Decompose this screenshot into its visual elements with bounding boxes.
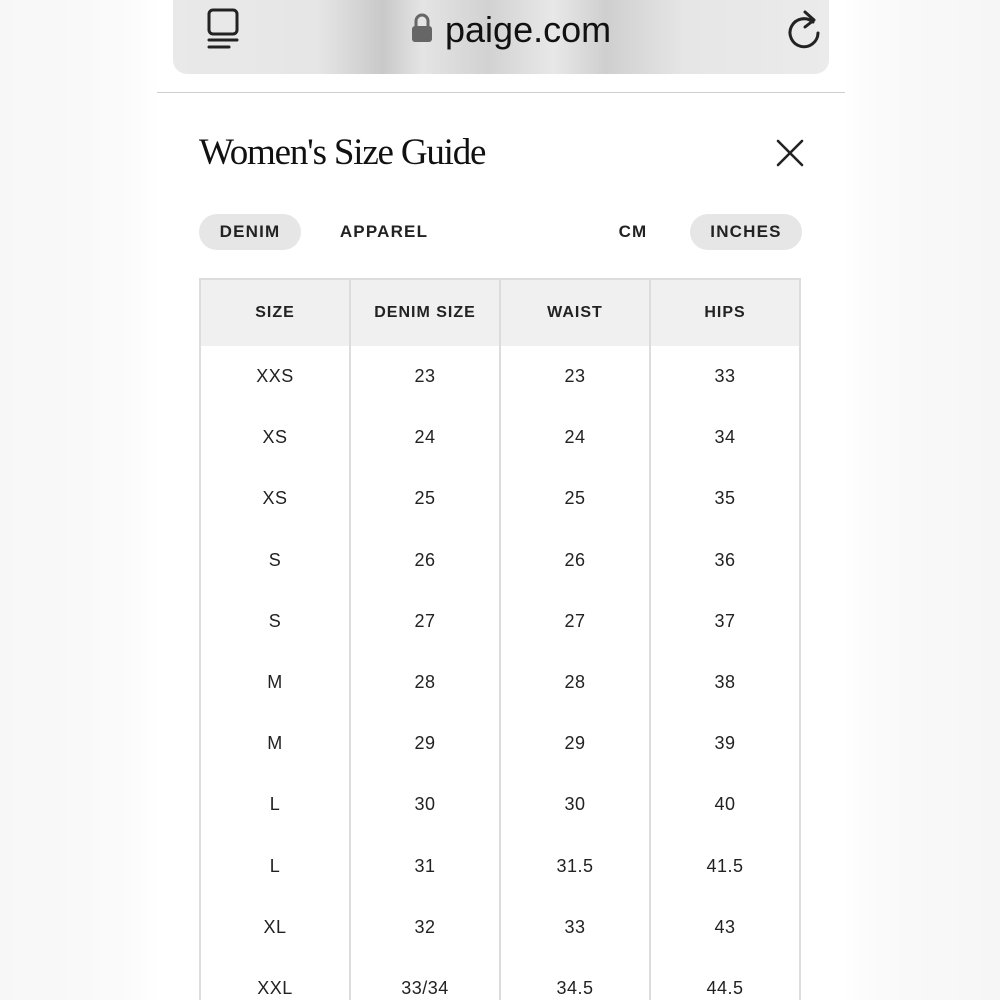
cell-denim-size: 23 — [351, 346, 501, 407]
cell-waist: 31.5 — [501, 836, 651, 897]
cell-hips: 43 — [714, 916, 736, 937]
cell-denim-size: 33/34 — [351, 958, 501, 1000]
size-table — [199, 278, 801, 1000]
cell-denim-size: 31 — [351, 836, 501, 897]
cell-waist: 25 — [501, 468, 651, 529]
table-row — [201, 836, 799, 897]
cell-waist: 23 — [501, 346, 651, 407]
unit-toggle-cm[interactable]: CM — [618, 222, 648, 241]
table-row — [201, 774, 799, 835]
table-row — [201, 713, 799, 774]
cell-hips: 35 — [714, 488, 736, 509]
close-icon[interactable] — [775, 138, 805, 168]
reload-icon[interactable] — [785, 8, 823, 50]
unit-toggle-inches[interactable]: INCHES — [690, 214, 802, 250]
cell-hips: 36 — [714, 549, 736, 570]
column-header-waist: WAIST — [501, 280, 651, 346]
cell-hips: 37 — [714, 610, 736, 631]
cell-denim-size: 32 — [351, 897, 501, 958]
table-header-row — [201, 280, 799, 346]
header-divider — [157, 92, 845, 93]
tab-denim[interactable]: DENIM — [199, 214, 301, 250]
cell-hips: 38 — [714, 671, 736, 692]
cell-size: M — [201, 652, 351, 713]
cell-waist: 28 — [501, 652, 651, 713]
address-bar[interactable] — [173, 0, 829, 74]
cell-waist: 30 — [501, 774, 651, 835]
cell-size: XXS — [201, 346, 351, 407]
cell-hips: 34 — [714, 427, 736, 448]
cell-waist: 27 — [501, 591, 651, 652]
cell-size: XL — [201, 897, 351, 958]
cell-denim-size: 24 — [351, 407, 501, 468]
lock-icon — [411, 13, 433, 43]
cell-size: L — [201, 774, 351, 835]
cell-waist: 26 — [501, 530, 651, 591]
cell-denim-size: 26 — [351, 530, 501, 591]
cell-denim-size: 29 — [351, 713, 501, 774]
cell-size: XS — [201, 468, 351, 529]
cell-size: XXL — [201, 958, 351, 1000]
cell-hips: 44.5 — [706, 977, 744, 998]
table-row — [201, 958, 799, 1000]
cell-hips: 33 — [714, 366, 736, 386]
cell-denim-size: 28 — [351, 652, 501, 713]
cell-denim-size: 30 — [351, 774, 501, 835]
table-row — [201, 897, 799, 958]
tabs-icon[interactable] — [207, 8, 241, 50]
cell-waist: 29 — [501, 713, 651, 774]
cell-hips: 40 — [714, 794, 736, 815]
cell-size: XS — [201, 407, 351, 468]
cell-size: M — [201, 713, 351, 774]
table-row — [201, 591, 799, 652]
cell-denim-size: 25 — [351, 468, 501, 529]
table-row — [201, 346, 799, 407]
table-body — [201, 346, 799, 1000]
modal-title: Women's Size Guide — [199, 132, 486, 173]
table-row — [201, 407, 799, 468]
table-row — [201, 468, 799, 529]
cell-size: L — [201, 836, 351, 897]
table-row — [201, 652, 799, 713]
cell-waist: 34.5 — [501, 958, 651, 1000]
url-text[interactable]: paige.com — [445, 9, 612, 50]
column-header-denim-size: DENIM SIZE — [351, 280, 501, 346]
tab-apparel[interactable]: APPAREL — [339, 222, 429, 241]
phone-screen — [157, 0, 845, 1000]
cell-hips: 41.5 — [706, 855, 744, 876]
cell-waist: 33 — [501, 897, 651, 958]
cell-size: S — [201, 591, 351, 652]
column-header-size: SIZE — [201, 280, 351, 346]
column-header-hips: HIPS — [704, 304, 746, 321]
cell-hips: 39 — [714, 733, 736, 754]
cell-denim-size: 27 — [351, 591, 501, 652]
cell-size: S — [201, 530, 351, 591]
cell-waist: 24 — [501, 407, 651, 468]
table-row — [201, 530, 799, 591]
